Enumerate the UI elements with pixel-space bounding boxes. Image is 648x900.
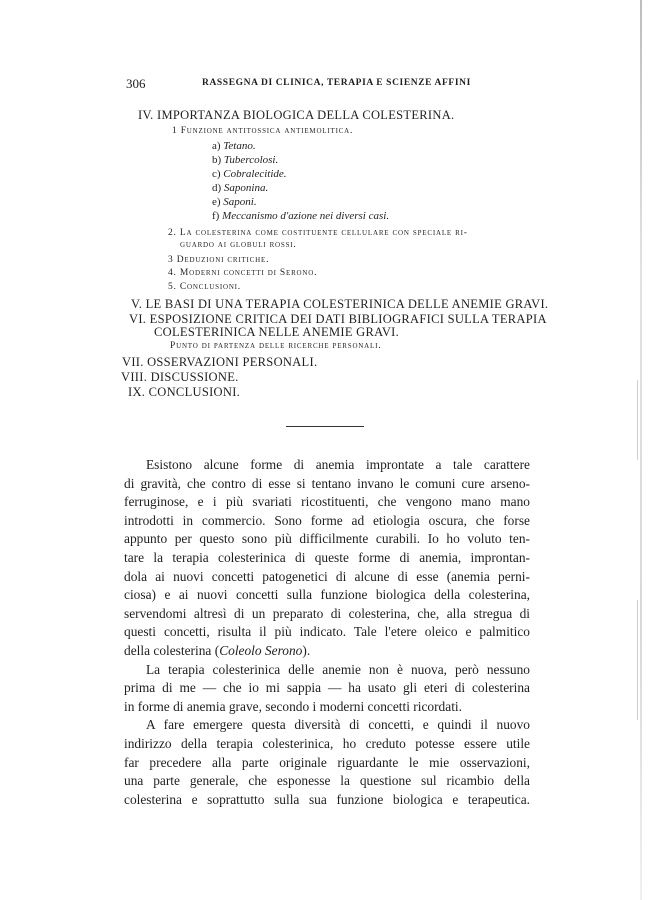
text-line: servendomi altresì di un preparato di colesterina, che, alla stregua di bbox=[124, 605, 530, 621]
toc-section-vi: VI. ESPOSIZIONE CRITICA DEI DATI BIBLIOGRAFICI SULLA TERAPIA bbox=[129, 312, 547, 326]
toc-subitem-text: Meccanismo d'azione nei diversi casi. bbox=[222, 210, 390, 222]
running-title: RASSEGNA DI CLINICA, TERAPIA E SCIENZE AFFINI bbox=[202, 78, 471, 88]
toc-section-v: V. LE BASI DI UNA TERAPIA COLESTERINICA DELLE ANEMIE GRAVI. bbox=[131, 297, 549, 311]
page-number: 306 bbox=[126, 76, 146, 91]
toc-subitem-text: Saponi. bbox=[223, 196, 257, 208]
body-text bbox=[124, 456, 530, 809]
text-line: tare la terapia colesterinica di queste forme di anemia, improntan- bbox=[124, 549, 530, 565]
text-line: ferruginose, e i più svariati ricostituenti, che vengono mano mano bbox=[124, 494, 530, 510]
toc-subitem-marker: a) bbox=[212, 140, 221, 152]
text-line: questi concetti, risulta il più indicato. Tale l'etere oleico e palmitico bbox=[124, 624, 530, 640]
text-line: una parte generale, che esponesse la questione sul ricambio della bbox=[124, 773, 530, 789]
page-edge-mark bbox=[637, 600, 638, 720]
text-line: La terapia colesterinica delle anemie non è nuova, però nessuno bbox=[146, 661, 530, 677]
toc-section-vii: VII. OSSERVAZIONI PERSONALI. bbox=[122, 355, 318, 369]
toc-item-2: 2. La colesterina come costituente cellulare con speciale ri- bbox=[168, 228, 468, 238]
toc-subitem-marker: c) bbox=[212, 168, 221, 180]
text-line: in forme di anemia grave, secondo i moderni concetti ricordati. bbox=[124, 698, 462, 714]
toc-subitem-text: Tubercolosi. bbox=[223, 154, 279, 166]
toc-subitem-text: Tetano. bbox=[223, 140, 256, 152]
toc-subitem-marker: e) bbox=[212, 196, 221, 208]
text-line: indirizzo della terapia colesterinica, ho creduto potesse essere utile bbox=[124, 735, 530, 751]
toc-subitem-b bbox=[212, 154, 278, 166]
toc-subitem-marker: f) bbox=[212, 210, 220, 222]
toc-subitem-f bbox=[212, 210, 389, 222]
text-line: di gravità, che contro di esse si tentano invano le comuni cure arseno- bbox=[124, 475, 530, 491]
text-line: A fare emergere questa diversità di concetti, e quindi il nuovo bbox=[146, 717, 530, 733]
toc-section-iv: IV. IMPORTANZA BIOLOGICA DELLA COLESTERINA. bbox=[138, 108, 455, 122]
toc-item-1: 1 Funzione antitossica antiemolitica. bbox=[172, 126, 354, 136]
text-line: appunto per questo sono più difficilmente curabili. Io ho voluto ten- bbox=[124, 531, 530, 547]
toc-subitem-c bbox=[212, 168, 287, 180]
toc-section-vi-subitem: Punto di partenza delle ricerche personali. bbox=[170, 341, 382, 351]
toc-subitem-d bbox=[212, 182, 268, 194]
section-divider bbox=[286, 426, 364, 427]
toc-item-4: 4. Moderni concetti di Serono. bbox=[168, 268, 318, 278]
text-fragment: ). bbox=[302, 642, 311, 658]
toc-section-vi-continued: COLESTERINICA NELLE ANEMIE GRAVI. bbox=[154, 325, 400, 339]
text-line: dola ai nuovi concetti patogenetici di alcune di esse (anemia perni- bbox=[124, 568, 530, 584]
toc-item-2-continued: guardo ai globuli rossi. bbox=[180, 240, 297, 250]
text-line: ciosa) e ai nuovi concetti sulla funzione biologica della colesterina, bbox=[124, 587, 530, 603]
page-edge-mark bbox=[637, 380, 638, 460]
toc-subitem-a bbox=[212, 140, 256, 152]
product-name: Coleolo Serono bbox=[219, 642, 303, 658]
toc-subitem-text: Saponina. bbox=[223, 182, 269, 194]
toc-section-ix: IX. CONCLUSIONI. bbox=[128, 385, 241, 399]
text-line: colesterina e soprattutto sulla sua funzione biologica e terapeutica. bbox=[124, 791, 530, 807]
toc-subitem-marker: b) bbox=[212, 154, 222, 166]
toc-item-5: 5. Conclusioni. bbox=[168, 282, 241, 292]
toc-subitem-e bbox=[212, 196, 257, 208]
text-line: Esistono alcune forme di anemia improntate a tale carattere bbox=[146, 457, 530, 472]
text-line: introdotti in commercio. Sono forme ad etiologia oscura, che forse bbox=[124, 512, 530, 528]
text-fragment: della colesterina ( bbox=[124, 642, 220, 658]
toc-section-viii: VIII. DISCUSSIONE. bbox=[121, 370, 239, 384]
toc-subitem-text: Cobralecitide. bbox=[223, 168, 287, 180]
text-line: far precedere alla parte originale riguardante le mie osservazioni, bbox=[124, 754, 530, 770]
toc-item-3: 3 Deduzioni critiche. bbox=[168, 255, 270, 265]
toc-subitem-marker: d) bbox=[212, 182, 222, 194]
text-line: prima di me — che io mi sappia — ha usato gli eteri di colesterina bbox=[124, 680, 530, 696]
page-edge-shadow bbox=[640, 0, 642, 900]
text-line bbox=[124, 642, 530, 661]
